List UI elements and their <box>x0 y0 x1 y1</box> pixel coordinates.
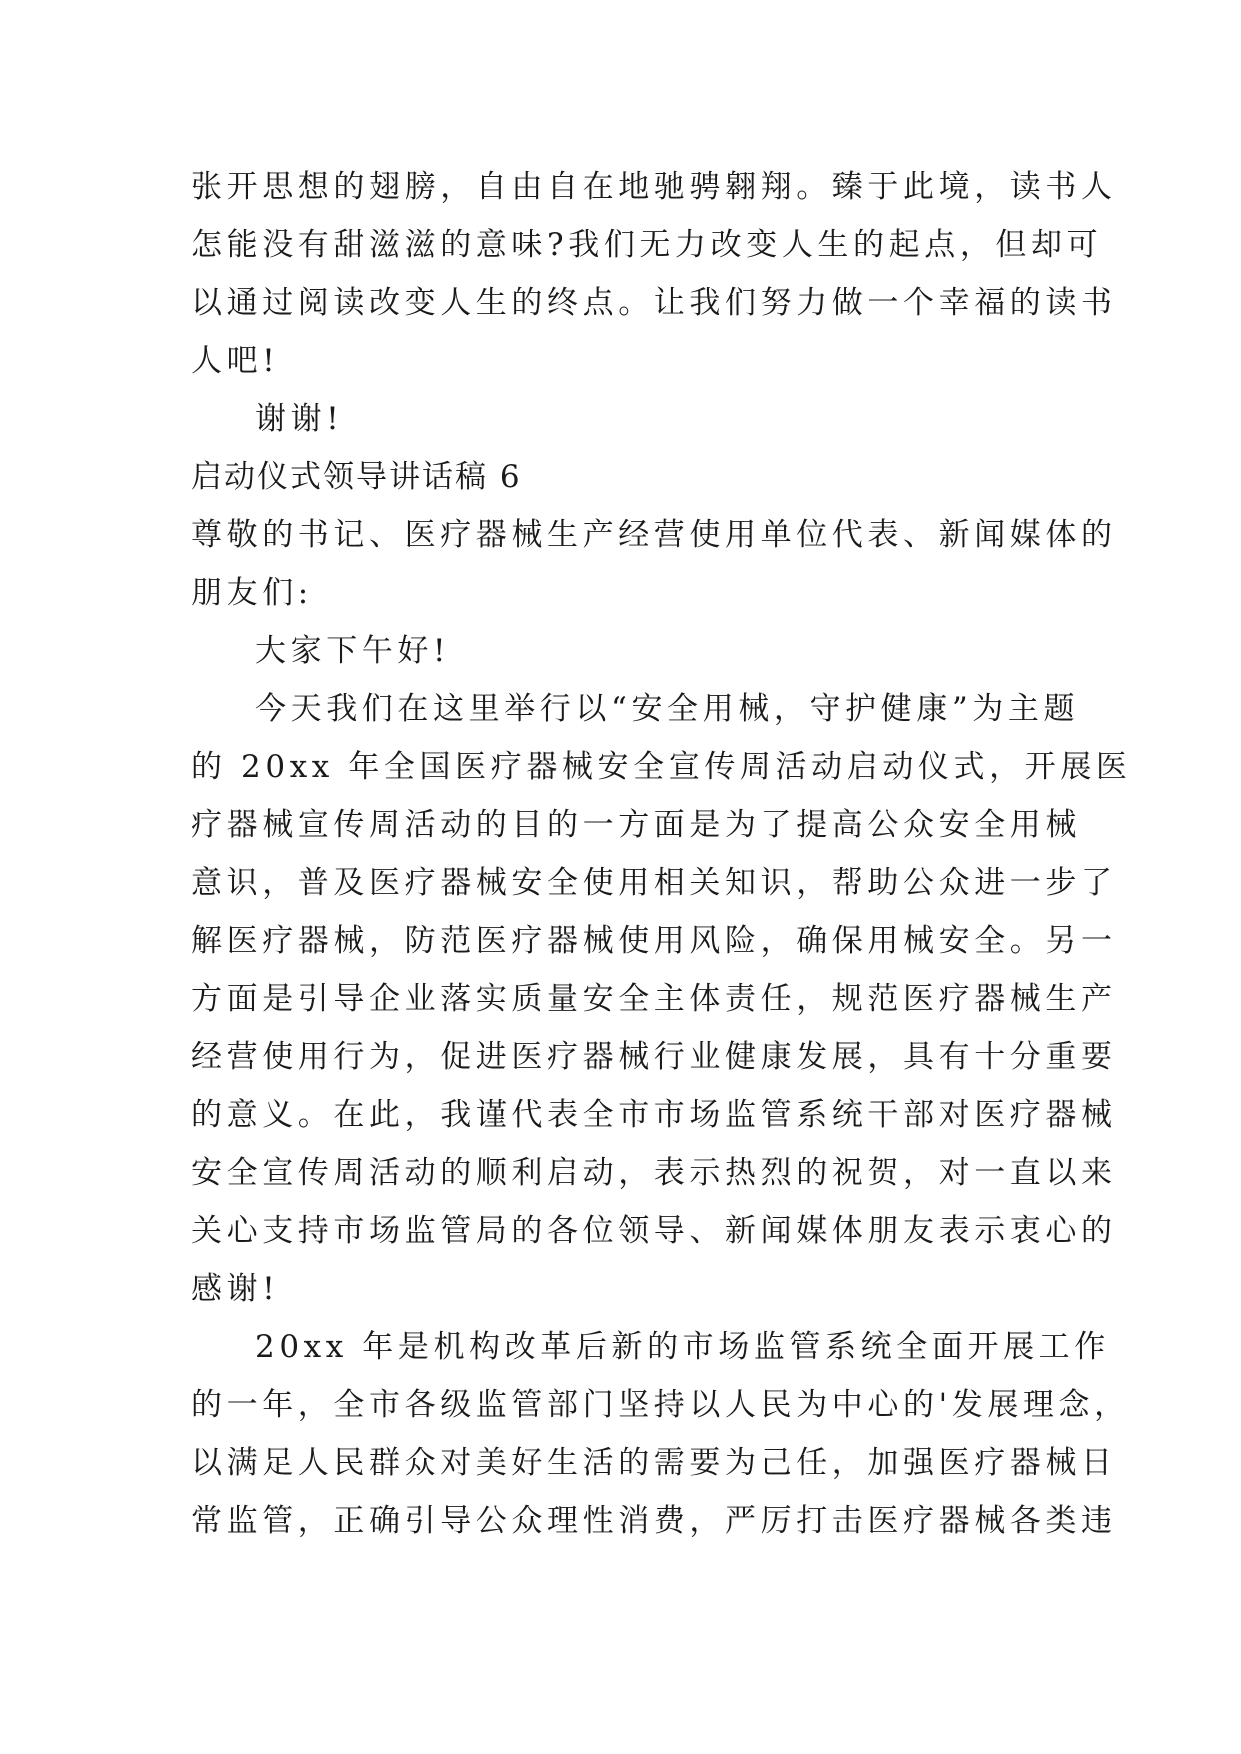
text-line: 的一年，全市各级监管部门坚持以人民为中心的'发展理念， <box>191 1387 1130 1423</box>
text-line: 谢谢! <box>255 401 344 437</box>
text-line: 方面是引导企业落实质量安全主体责任，规范医疗器械生产 <box>191 981 1117 1017</box>
text-line: 安全宣传周活动的顺利启动，表示热烈的祝贺，对一直以来 <box>191 1155 1117 1191</box>
text-line: 的 20xx 年全国医疗器械安全宣传周活动启动仪式，开展医 <box>191 749 1132 785</box>
text-line: 怎能没有甜滋滋的意味?我们无力改变人生的起点，但却可 <box>191 227 1103 263</box>
text-line: 人吧! <box>191 343 280 379</box>
document-body <box>191 158 1132 1550</box>
text-line: 常监管，正确引导公众理性消费，严厉打击医疗器械各类违 <box>191 1503 1117 1539</box>
text-line: 意识，普及医疗器械安全使用相关知识，帮助公众进一步了 <box>191 865 1117 901</box>
text-line: 以通过阅读改变人生的终点。让我们努力做一个幸福的读书 <box>191 285 1117 321</box>
text-line: 解医疗器械，防范医疗器械使用风险，确保用械安全。另一 <box>191 923 1117 959</box>
section-heading: 启动仪式领导讲话稿 6 <box>191 459 522 495</box>
text-line: 今天我们在这里举行以“安全用械，守护健康”为主题 <box>255 691 1080 727</box>
text-line: 经营使用行为，促进医疗器械行业健康发展，具有十分重要 <box>191 1039 1117 1075</box>
text-line: 20xx 年是机构改革后新的市场监管系统全面开展工作 <box>255 1329 1110 1365</box>
text-line: 以满足人民群众对美好生活的需要为己任，加强医疗器械日 <box>191 1445 1117 1481</box>
text-line: 感谢! <box>191 1271 280 1307</box>
text-line: 关心支持市场监管局的各位领导、新闻媒体朋友表示衷心的 <box>191 1213 1117 1249</box>
text-line: 大家下午好! <box>255 633 451 669</box>
text-line: 尊敬的书记、医疗器械生产经营使用单位代表、新闻媒体的 <box>191 517 1117 553</box>
text-line: 张开思想的翅膀，自由自在地驰骋翱翔。臻于此境，读书人 <box>191 169 1117 205</box>
text-line: 朋友们: <box>191 575 313 611</box>
text-line: 疗器械宣传周活动的目的一方面是为了提高公众安全用械 <box>191 807 1081 843</box>
text-line: 的意义。在此，我谨代表全市市场监管系统干部对医疗器械 <box>191 1097 1117 1133</box>
